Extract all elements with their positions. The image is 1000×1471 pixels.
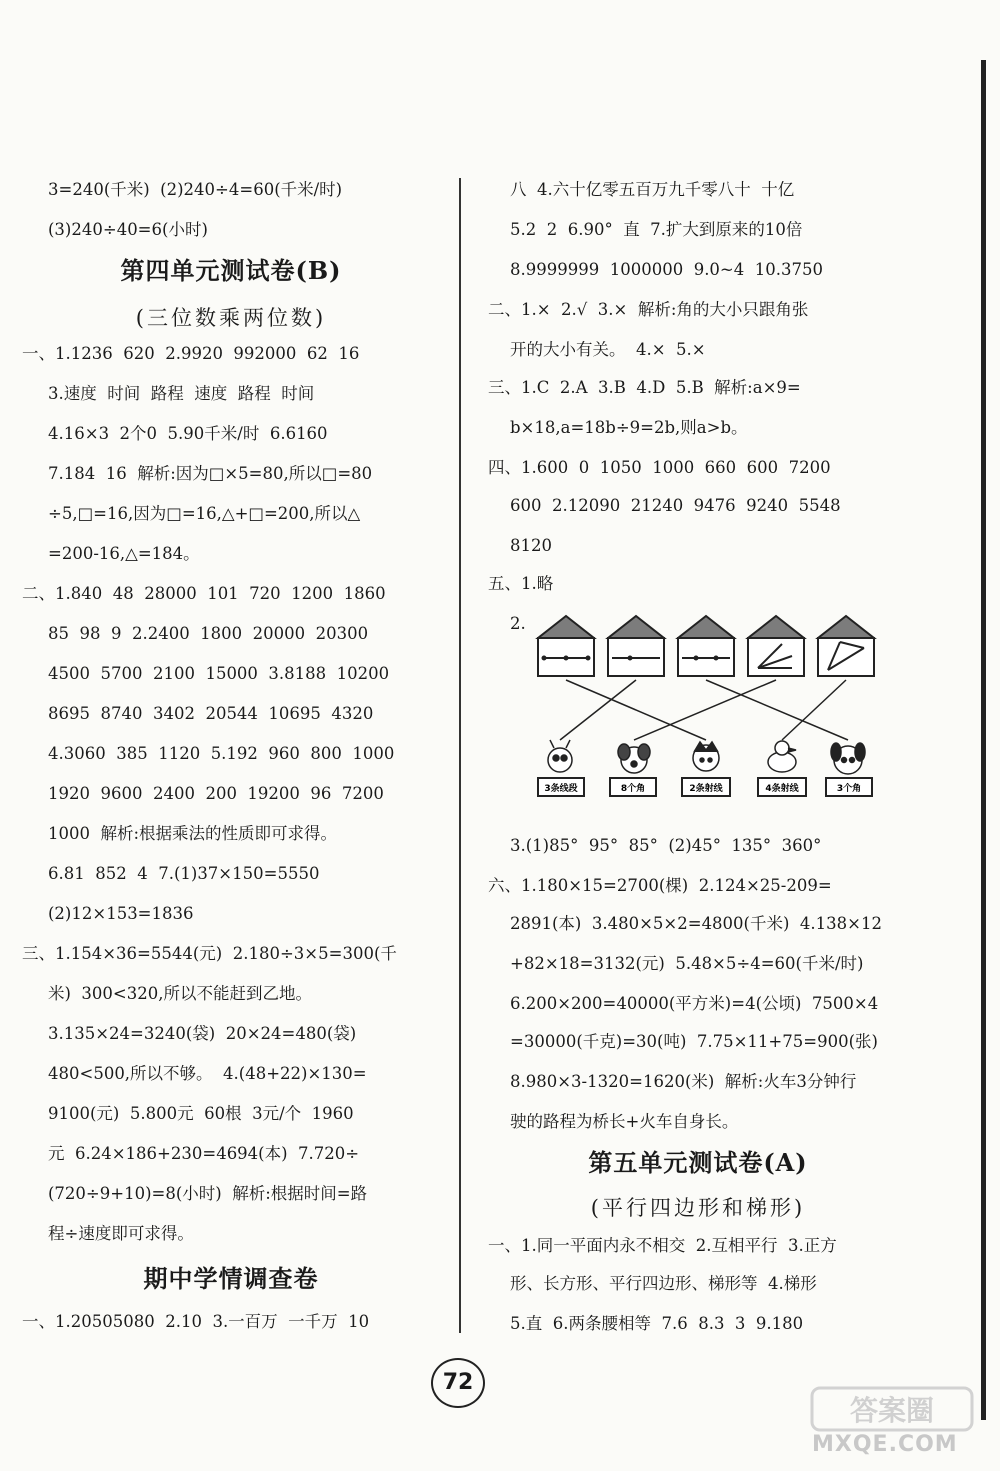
answer-line: 8.980×3-1320=1620(米) 解析:火车3分钟行 xyxy=(510,1072,857,1091)
answer-line: 八 4.六十亿零五百万九千零八十 十亿 xyxy=(510,180,795,199)
section-title: 第五单元测试卷(A) xyxy=(588,1148,808,1177)
page-edge-shadow xyxy=(981,60,986,1420)
answer-line: 8120 xyxy=(510,536,552,555)
badge-label: 2条射线 xyxy=(689,784,723,794)
answer-line: =200-16,△=184。 xyxy=(48,544,200,563)
section-title: 期中学情调查卷 xyxy=(143,1264,319,1293)
answer-line: 5.直 6.两条腰相等 7.6 8.3 3 9.180 xyxy=(510,1314,804,1333)
matching-figure xyxy=(530,612,900,812)
answer-line: 6.81 852 4 7.(1)37×150=5550 xyxy=(48,864,320,883)
answer-line: 程÷速度即可求得。 xyxy=(48,1224,194,1243)
answer-line: 六、1.180×15=2700(棵) 2.124×25-209= xyxy=(488,876,832,895)
svg-text:答案圈: 答案圈 xyxy=(849,1394,935,1427)
badge-label: 3条线段 xyxy=(544,784,578,794)
answer-line: 二、1.840 48 28000 101 720 1200 1860 xyxy=(22,584,386,603)
answer-line: 2. xyxy=(510,614,526,633)
answer-line: +82×18=3132(元) 5.48×5÷4=60(千米/时) xyxy=(510,954,864,973)
matching-lines xyxy=(560,680,848,740)
house-figure xyxy=(748,616,804,676)
badge-group xyxy=(538,778,872,796)
answer-line: (3)240÷40=6(小时) xyxy=(48,220,208,239)
answer-line: 4500 5700 2100 15000 3.8188 10200 xyxy=(48,664,390,683)
answer-line: 480<500,所以不够。 4.(48+22)×130= xyxy=(48,1064,367,1083)
answer-line: 4.16×3 2个0 5.90千米/时 6.6160 xyxy=(48,424,328,443)
answer-line: 85 98 9 2.2400 1800 20000 20300 xyxy=(48,624,369,643)
badge-label: 4条射线 xyxy=(765,784,799,794)
house-figure xyxy=(538,616,594,676)
answer-line: 一、1.同一平面内永不相交 2.互相平行 3.正方 xyxy=(488,1236,837,1255)
answer-line: 8.9999999 1000000 9.0~4 10.3750 xyxy=(510,260,823,279)
answer-line: 三、1.C 2.A 3.B 4.D 5.B 解析:a×9= xyxy=(488,378,801,397)
answer-line: ÷5,□=16,因为□=16,△+□=200,所以△ xyxy=(48,504,361,523)
answer-line: 4.3060 385 1120 5.192 960 800 1000 xyxy=(48,744,395,763)
column-divider xyxy=(459,178,461,1333)
watermark-text: MXQE.COM xyxy=(812,1432,958,1457)
answer-line: 3.速度 时间 路程 速度 路程 时间 xyxy=(48,384,315,403)
answer-line: 驶的路程为桥长+火车自身长。 xyxy=(510,1112,739,1131)
answer-line: 600 2.12090 21240 9476 9240 5548 xyxy=(510,496,841,515)
answer-line: 7.184 16 解析:因为□×5=80,所以□=80 xyxy=(48,464,373,483)
answer-line: 8695 8740 3402 20544 10695 4320 xyxy=(48,704,374,723)
answer-line: 米) 300<320,所以不能赶到乙地。 xyxy=(48,984,312,1003)
answer-line: (2)12×153=1836 xyxy=(48,904,194,923)
answer-line: 1920 9600 2400 200 19200 96 7200 xyxy=(48,784,384,803)
answer-line: 6.200×200=40000(平方米)=4(公顷) 7500×4 xyxy=(510,994,879,1013)
section-subtitle: (三位数乘两位数) xyxy=(135,306,327,330)
answer-line: 3.(1)85° 95° 85° (2)45° 135° 360° xyxy=(510,836,822,855)
answer-line: 形、长方形、平行四边形、梯形等 4.梯形 xyxy=(510,1274,817,1293)
answer-line: 开的大小有关。 4.× 5.× xyxy=(510,340,706,359)
page-number: 72 xyxy=(431,1358,485,1408)
house-figure xyxy=(608,616,664,676)
answer-line: 5.2 2 6.90° 直 7.扩大到原来的10倍 xyxy=(510,220,803,239)
answer-line: 2891(本) 3.480×5×2=4800(千米) 4.138×12 xyxy=(510,914,882,933)
house-figure xyxy=(818,616,874,676)
badge-label: 3个角 xyxy=(836,784,862,794)
answer-line: 3.135×24=3240(袋) 20×24=480(袋) xyxy=(48,1024,357,1043)
answer-line: 一、1.1236 620 2.9920 992000 62 16 xyxy=(22,344,360,363)
answer-line: 一、1.20505080 2.10 3.一百万 一千万 10 xyxy=(22,1312,370,1331)
answer-line: =30000(千克)=30(吨) 7.75×11+75=900(张) xyxy=(510,1032,878,1051)
badge-label: 8个角 xyxy=(620,784,646,794)
section-title: 第四单元测试卷(B) xyxy=(120,256,342,285)
answer-line: b×18,a=18b÷9=2b,则a>b。 xyxy=(510,418,748,437)
answer-line: 四、1.600 0 1050 1000 660 600 7200 xyxy=(488,458,831,477)
section-subtitle: (平行四边形和梯形) xyxy=(590,1196,806,1220)
answer-line: 1000 解析:根据乘法的性质即可求得。 xyxy=(48,824,338,843)
answer-line: 9100(元) 5.800元 60根 3元/个 1960 xyxy=(48,1104,354,1123)
answer-line: 五、1.略 xyxy=(488,574,554,593)
house-figure xyxy=(678,616,734,676)
animal-figure xyxy=(548,740,865,774)
answer-line: 3=240(千米) (2)240÷4=60(千米/时) xyxy=(48,180,343,199)
answer-line: 二、1.× 2.√ 3.× 解析:角的大小只跟角张 xyxy=(488,300,809,319)
answer-line: 三、1.154×36=5544(元) 2.180÷3×5=300(千 xyxy=(22,944,397,963)
answer-line: (720÷9+10)=8(小时) 解析:根据时间=路 xyxy=(48,1184,368,1203)
answer-line: 元 6.24×186+230=4694(本) 7.720÷ xyxy=(48,1144,360,1163)
